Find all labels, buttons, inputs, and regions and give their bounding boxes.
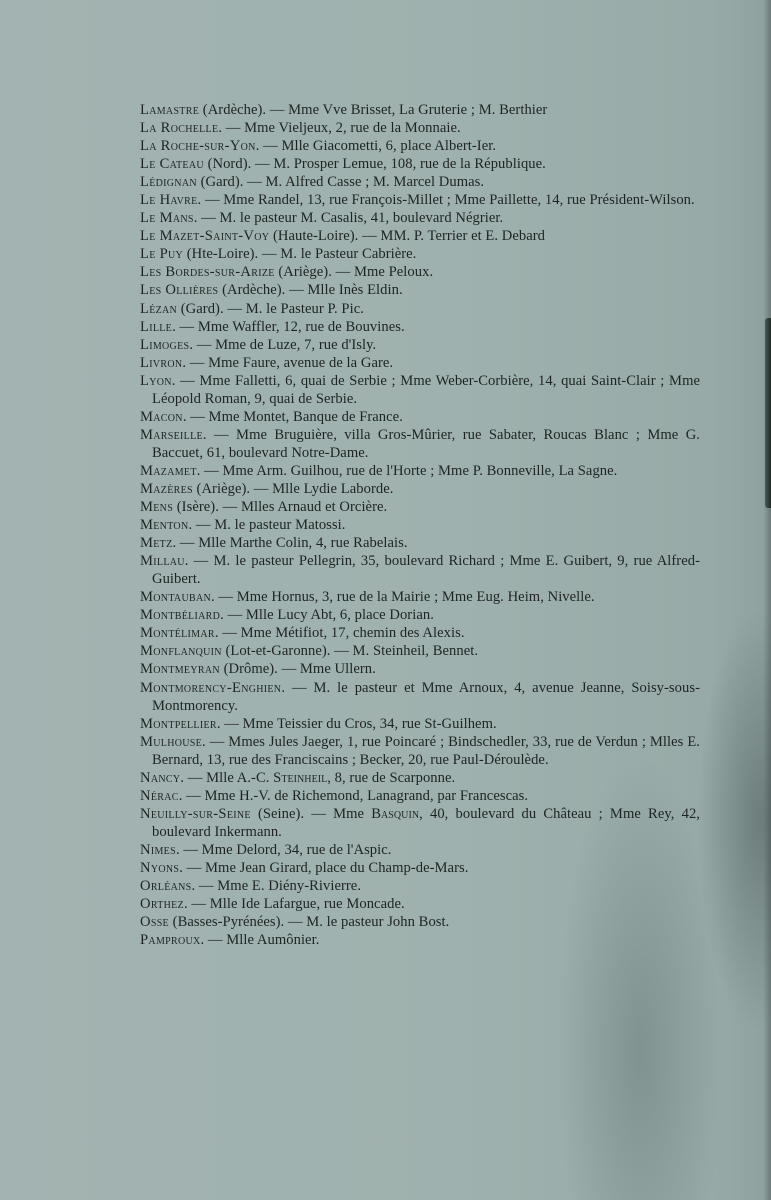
entry-detail: . — Mme E. Diény-Rivierre. <box>191 878 362 895</box>
directory-entry <box>140 245 700 263</box>
entry-town: Lédignan <box>140 174 197 191</box>
entry-town: Menton <box>140 517 189 534</box>
directory-entry <box>140 895 700 913</box>
entry-town: Pamproux <box>140 932 201 949</box>
entry-town: Nancy <box>140 769 181 786</box>
directory-listing <box>140 101 700 949</box>
entry-town: Montmeyran <box>140 661 220 678</box>
entry-town: Le Havre <box>140 192 198 209</box>
directory-entry <box>140 498 700 516</box>
entry-detail: (Ariège). — Mlle Lydie Laborde. <box>192 480 394 497</box>
entry-detail: (Haute-Loire). — MM. P. Terrier et E. Debard <box>269 228 546 245</box>
directory-entry <box>140 119 700 137</box>
entry-detail: (Lot-et-Garonne). — M. Steinheil, Bennet. <box>221 643 479 660</box>
entry-town: Lyon <box>140 372 172 389</box>
entry-detail: , 40, boulevard du Château ; Mme Rey, 42, boulevard Inkermann. <box>152 805 700 840</box>
entry-town: Orthez <box>140 896 184 913</box>
entry-town: Le Mazet-Saint-Voy <box>140 228 270 245</box>
directory-entry <box>140 426 700 462</box>
entry-detail: (Ardèche). — Mlle Inès Eldin. <box>218 282 403 299</box>
directory-entry <box>140 715 700 733</box>
entry-detail: (Gard). — M. le Pasteur P. Pic. <box>177 300 364 317</box>
directory-entry <box>140 534 700 552</box>
directory-entry <box>140 300 700 318</box>
directory-entry <box>140 588 700 606</box>
entry-town: Nyons <box>140 859 180 876</box>
entry-detail: . — M. le pasteur Matossi. <box>188 517 346 534</box>
entry-town: Mens <box>140 499 174 516</box>
entry-detail: (Ardèche). — Mme Vve Brisset, La Gruterie ; M. Berthier <box>199 102 548 118</box>
entry-town: Orléans <box>140 878 192 895</box>
entry-detail: . — M. le pasteur M. Casalis, 41, boulevard Négrier. <box>193 210 504 227</box>
entry-town: Lézan <box>140 300 178 317</box>
directory-entry <box>140 408 700 426</box>
directory-entry <box>140 462 700 480</box>
directory-entry <box>140 552 700 588</box>
entry-town: Marseille <box>140 426 203 443</box>
entry-detail: . — Mme Arm. Guilhou, rue de l'Horte ; Mme P. Bonneville, La Sagne. <box>196 462 618 479</box>
directory-entry <box>140 841 700 859</box>
directory-entry <box>140 318 700 336</box>
entry-town: Montpellier <box>140 715 217 732</box>
entry-detail: . — Mme Teissier du Cros, 34, rue St-Guilhem. <box>216 715 497 732</box>
entry-town: Nimes <box>140 841 176 858</box>
directory-entry <box>140 769 700 787</box>
entry-town: Macon <box>140 408 183 425</box>
entry-town: La Roche-sur-Yon <box>140 138 256 155</box>
directory-entry <box>140 859 700 877</box>
entry-detail: . — Mlle Marthe Colin, 4, rue Rabelais. <box>172 535 408 552</box>
entry-detail: . — Mme Métifiot, 17, chemin des Alexis. <box>214 625 465 642</box>
entry-town: Limoges <box>140 336 190 353</box>
directory-entry <box>140 660 700 678</box>
entry-town: Monflanquin <box>140 643 222 660</box>
entry-detail: . — M. le pasteur Pellegrin, 35, boulevard Richard ; Mme E. Guibert, 9, rue Alfred-Guibert. <box>152 553 700 588</box>
entry-detail: . — Mme Jean Girard, place du Champ-de-Mars. <box>179 859 469 876</box>
entry-surname: Steinheil <box>273 769 328 786</box>
entry-detail: . — Mme Montet, Banque de France. <box>182 408 403 425</box>
entry-town: Livron <box>140 354 183 371</box>
directory-entry <box>140 263 700 281</box>
entry-town: Millau <box>140 553 185 570</box>
entry-town: Montmorency-Enghien <box>140 679 282 696</box>
directory-entry <box>140 787 700 805</box>
entry-detail: . — Mlle Aumônier. <box>200 932 320 949</box>
directory-entry <box>140 516 700 534</box>
entry-town: Les Bordes-sur-Arize <box>140 264 275 281</box>
entry-detail: (Nord). — M. Prosper Lemue, 108, rue de la République. <box>203 156 546 173</box>
entry-detail: . — Mme Waffler, 12, rue de Bouvines. <box>172 318 405 335</box>
entry-detail: . — Mme Randel, 13, rue François-Millet ; Mme Paillette, 14, rue Président-Wilson. <box>197 192 695 209</box>
entry-town: Le Puy <box>140 246 184 263</box>
directory-entry <box>140 642 700 660</box>
directory-entry <box>140 931 700 949</box>
directory-entry <box>140 679 700 715</box>
directory-entry <box>140 480 700 498</box>
directory-entry <box>140 606 700 624</box>
entry-town: Les Ollières <box>140 282 219 299</box>
entry-detail: . — Mme Falletti, 6, quai de Serbie ; Mme Weber-Corbière, 14, quai Saint-Clair ; Mme Léopold Roman, 9, quai de Serbie. <box>152 372 700 407</box>
entry-detail: . — Mlle Giacometti, 6, place Albert-Ier. <box>255 138 497 155</box>
entry-detail: (Basses-Pyrénées). — M. le pasteur John Bost. <box>168 914 450 931</box>
entry-detail: (Ariège). — Mme Peloux. <box>274 264 434 281</box>
entry-town: Montbéliard <box>140 607 221 624</box>
entry-town: Mulhouse <box>140 733 203 750</box>
entry-town: Montauban <box>140 589 211 606</box>
entry-detail: . — Mme Vieljeux, 2, rue de la Monnaie. <box>218 120 461 137</box>
entry-detail: . — Mme Bruguière, villa Gros-Mûrier, rue Sabater, Roucas Blanc ; Mme G. Baccuet, 61, boulevard Notre-Dame. <box>152 426 700 461</box>
entry-town: Nérac <box>140 787 179 804</box>
directory-entry <box>140 372 700 408</box>
entry-detail: . — M. le pasteur et Mme Arnoux, 4, avenue Jeanne, Soisy-sous-Montmorency. <box>152 679 700 714</box>
entry-town: Mazères <box>140 480 193 497</box>
directory-entry <box>140 137 700 155</box>
directory-entry <box>140 877 700 895</box>
directory-entry <box>140 227 700 245</box>
entry-detail-prefix: . — Mlle A.-C. <box>180 769 274 786</box>
directory-entry <box>140 209 700 227</box>
entry-detail: . — Mmes Jules Jaeger, 1, rue Poincaré ; Bindschedler, 33, rue de Verdun ; Mlles E. Bernard, 13, rue des Franciscains ; Becker, 20, rue Paul-Déroulède. <box>152 733 700 768</box>
directory-entry <box>140 173 700 191</box>
directory-entry <box>140 281 700 299</box>
entry-detail: . — Mme de Luze, 7, rue d'Isly. <box>189 336 377 353</box>
entry-detail: . — Mme H.-V. de Richemond, Lanagrand, par Francescas. <box>178 787 529 804</box>
entry-town: Lille <box>140 318 173 335</box>
directory-entry <box>140 805 700 841</box>
page-edge-shadow <box>763 0 771 1200</box>
entry-detail: , 8, rue de Scarponne. <box>327 769 456 786</box>
directory-entry <box>140 155 700 173</box>
entry-town: La Rochelle <box>140 120 219 137</box>
directory-entry <box>140 354 700 372</box>
entry-detail: . — Mme Delord, 34, rue de l'Aspic. <box>175 841 392 858</box>
entry-detail: (Drôme). — Mme Ullern. <box>219 661 376 678</box>
entry-detail: (Isère). — Mlles Arnaud et Orcière. <box>173 499 388 516</box>
entry-town: Osse <box>140 914 169 931</box>
entry-detail: . — Mlle Lucy Abt, 6, place Dorian. <box>220 607 434 624</box>
entry-town: Mazamet <box>140 462 197 479</box>
directory-entry <box>140 624 700 642</box>
entry-town: Metz <box>140 535 173 552</box>
entry-detail: . — Mme Faure, avenue de la Gare. <box>182 354 394 371</box>
entry-town: Neuilly-sur-Seine <box>140 805 251 822</box>
entry-detail: . — Mlle Ide Lafargue, rue Moncade. <box>183 896 405 913</box>
directory-entry <box>140 913 700 931</box>
directory-entry <box>140 336 700 354</box>
entry-detail: (Gard). — M. Alfred Casse ; M. Marcel Dumas. <box>196 174 485 191</box>
page-edge-tear <box>765 318 771 508</box>
directory-entry <box>140 191 700 209</box>
entry-town: Lamastre <box>140 102 200 118</box>
entry-detail-prefix: (Seine). — Mme <box>250 805 372 822</box>
directory-entry <box>140 101 700 119</box>
entry-detail: (Hte-Loire). — M. le Pasteur Cabrière. <box>183 246 417 263</box>
directory-entry <box>140 733 700 769</box>
entry-town: Montélimar <box>140 625 215 642</box>
entry-town: Le Mans <box>140 210 194 227</box>
entry-surname: Basquin <box>371 805 420 822</box>
entry-town: Le Cateau <box>140 156 204 173</box>
entry-detail: . — Mme Hornus, 3, rue de la Mairie ; Mme Eug. Heim, Nivelle. <box>210 589 595 606</box>
